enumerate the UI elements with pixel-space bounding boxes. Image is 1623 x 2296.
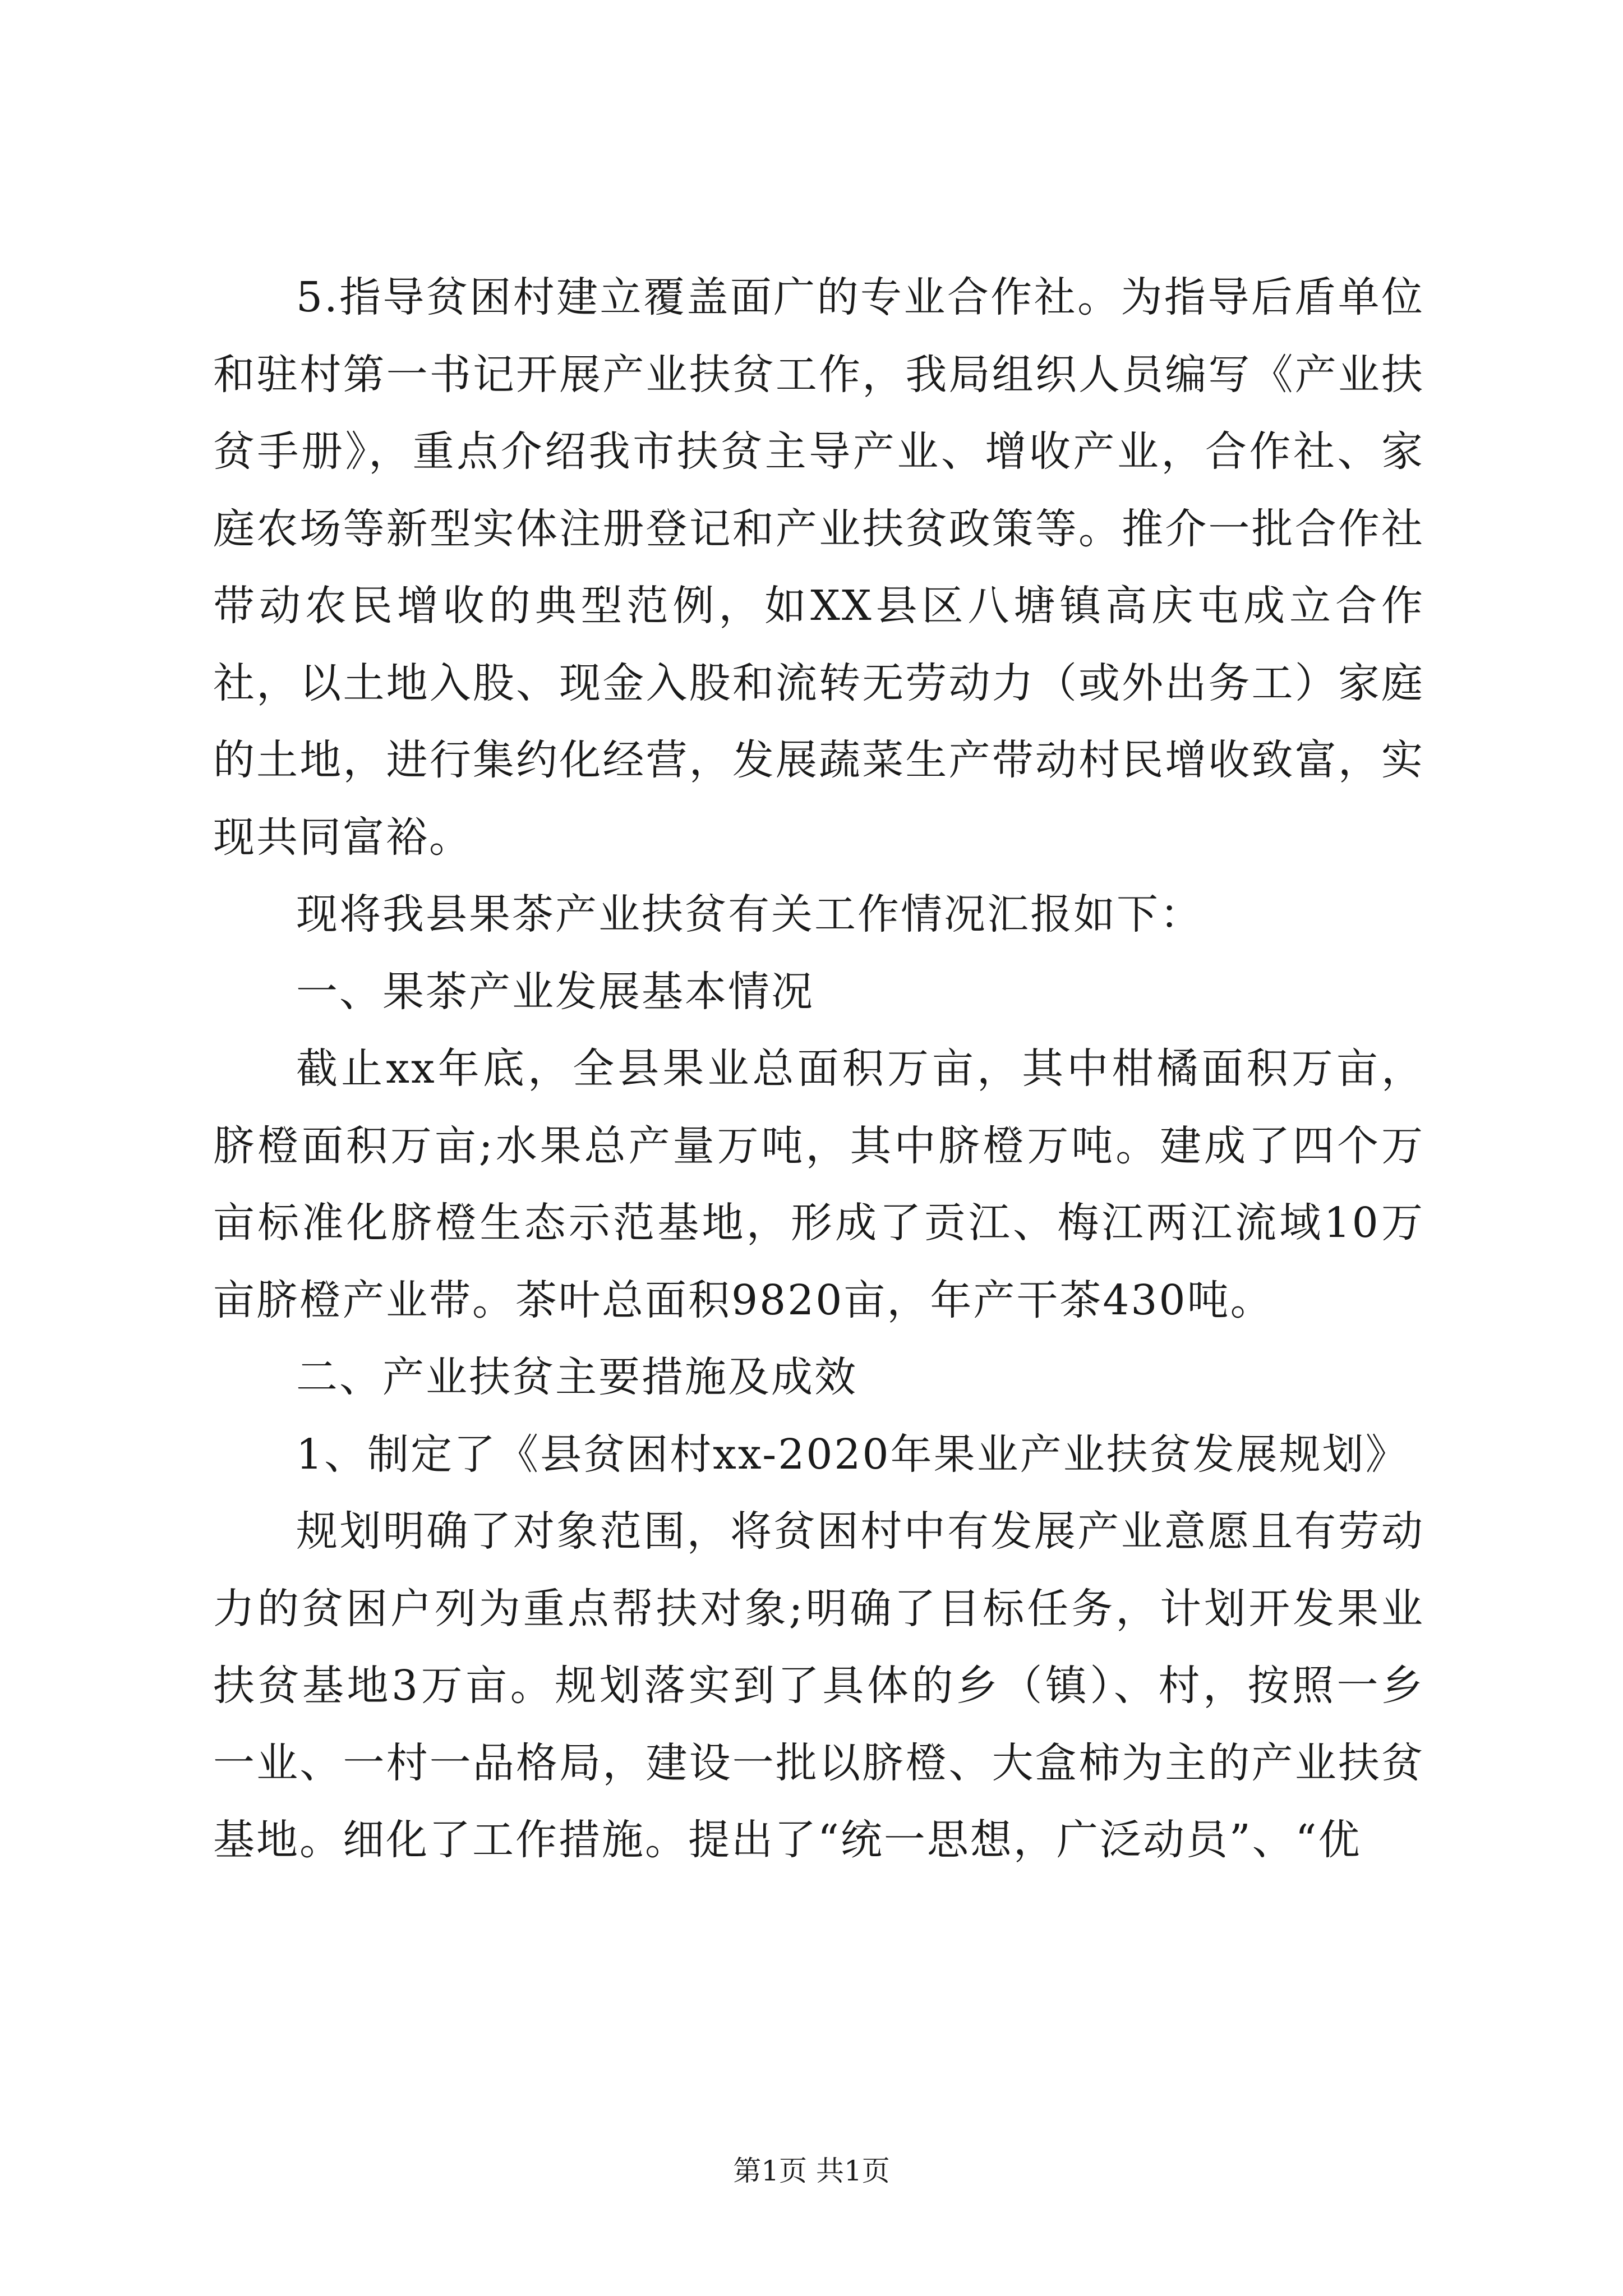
document-body	[213, 259, 1424, 1879]
subsection-heading-plan: 1、制定了《县贫困村xx-2020年果业产业扶贫发展规划》	[296, 1430, 1409, 1479]
section-heading-measures: 二、产业扶贫主要措施及成效	[296, 1353, 857, 1401]
page-footer: 第1页 共1页	[733, 2155, 890, 2187]
paragraph-cooperative: 5.指导贫困村建立覆盖面广的专业合作社。为指导后盾单位和驻村第一书记开展产业扶贫工作，我局组织人员编写《产业扶贫手册》，重点介绍我市扶贫主导产业、增收产业，合作社、家庭农场等新型实体注册登记和产业扶贫政策等。推介一批合作社带动农民增收的典型范例，如XX县区八塘镇高庆屯成立合作社，以土地入股、现金入股和流转无劳动力（或外出务工）家庭的土地，进行集约化经营，发展蔬菜生产带动村民增收致富，实现共同富裕。	[213, 273, 1424, 862]
paragraph-plan-details: 规划明确了对象范围，将贫困村中有发展产业意愿且有劳动力的贫困户列为重点帮扶对象;明确了目标任务，计划开发果业扶贫基地3万亩。规划落实到了具体的乡（镇）、村，按照一乡一业、一村一品格局，建设一批以脐橙、大盒柿为主的产业扶贫基地。细化了工作措施。提出了“统一思想，广泛动员”、“优	[213, 1507, 1424, 1864]
paragraph-basic-situation: 截止xx年底，全县果业总面积万亩，其中柑橘面积万亩，脐橙面积万亩;水果总产量万吨，其中脐橙万吨。建成了四个万亩标准化脐橙生态示范基地，形成了贡江、梅江两江流域10万亩脐橙产业带。茶叶总面积9820亩，年产干茶430吨。	[213, 1045, 1424, 1324]
section-heading-basic-situation: 一、果茶产业发展基本情况	[296, 967, 814, 1016]
paragraph-report-intro: 现将我县果茶产业扶贫有关工作情况汇报如下：	[296, 890, 1203, 938]
